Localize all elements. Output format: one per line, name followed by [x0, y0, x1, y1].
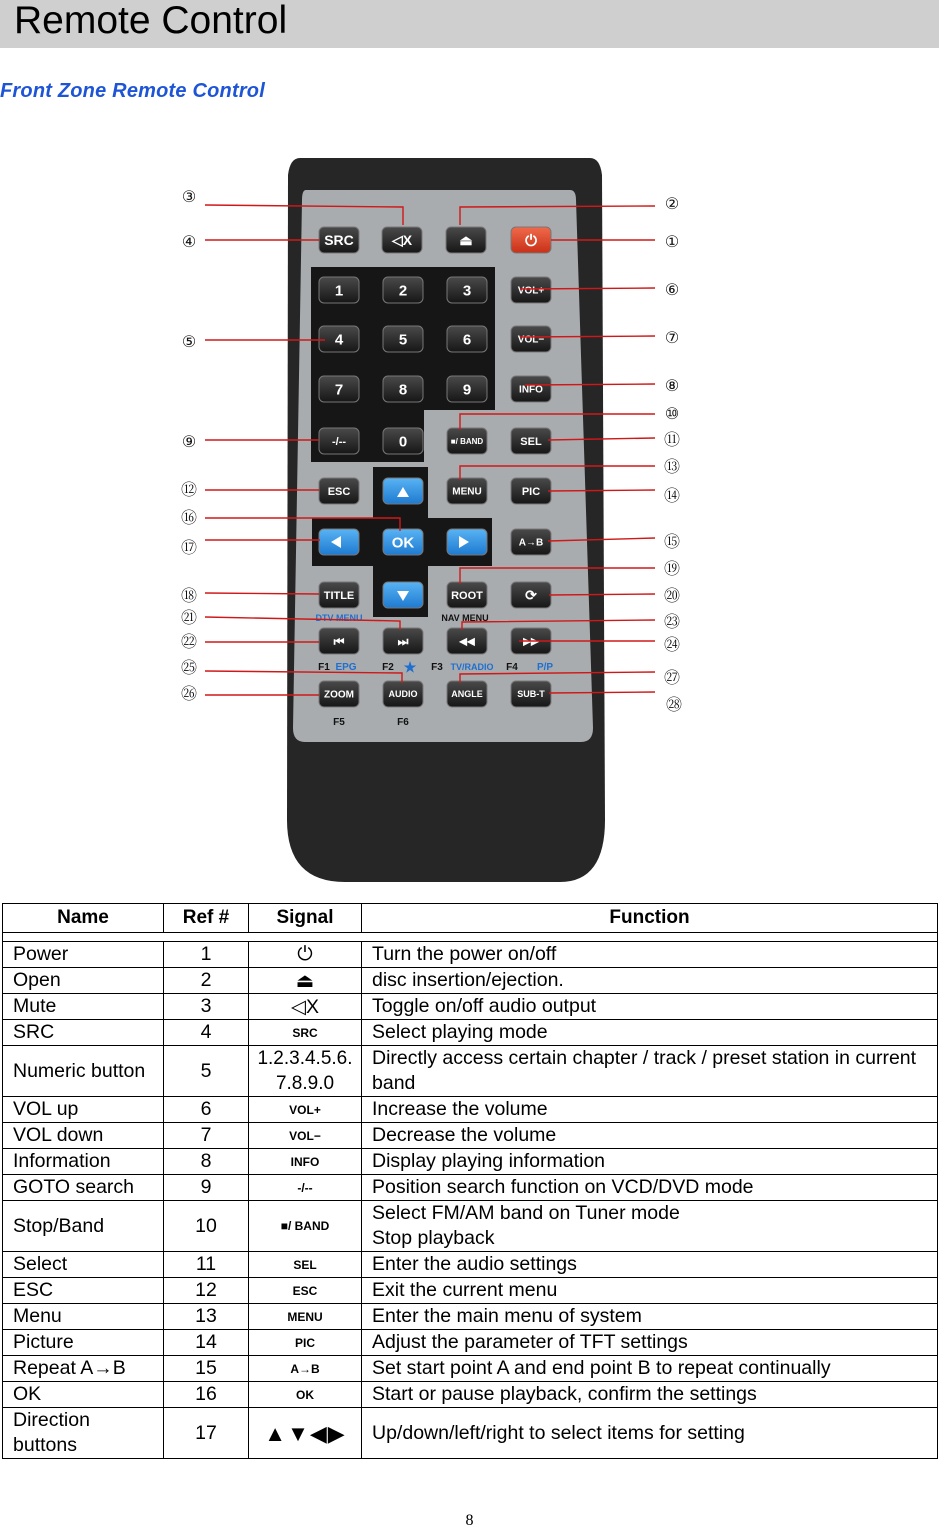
- cell-function: [362, 1123, 938, 1149]
- prev-button[interactable]: [319, 628, 359, 654]
- table-row: [3, 1046, 938, 1097]
- svg-text:ROOT: ROOT: [451, 589, 483, 602]
- svg-text:2: 2: [398, 282, 408, 300]
- vol-down-button[interactable]: [511, 326, 551, 352]
- num-2-button[interactable]: [383, 277, 423, 303]
- table-row: [3, 1097, 938, 1123]
- title-button[interactable]: [319, 582, 359, 608]
- cell-name: Stop/Band: [3, 1201, 164, 1252]
- cell-signal: ▲▼◀▶: [249, 1408, 362, 1459]
- cell-ref: 2: [164, 968, 249, 994]
- function-text: Directly access certain chapter / track / preset station in current band: [372, 1047, 917, 1094]
- svg-text:MENU: MENU: [452, 486, 482, 498]
- num-6-button[interactable]: [447, 326, 487, 352]
- section-title: Front Zone Remote Control: [0, 80, 265, 102]
- cell-name: Open: [3, 968, 164, 994]
- cell-name: VOL down: [3, 1123, 164, 1149]
- cell-function: [362, 1252, 938, 1278]
- svg-text:1: 1: [334, 282, 344, 300]
- svg-text:A→B: A→B: [518, 537, 544, 549]
- cell-name: Mute: [3, 994, 164, 1020]
- function-text: Increase the volume: [372, 1098, 548, 1120]
- svg-text:ESC: ESC: [327, 485, 351, 498]
- cell-name: ESC: [3, 1278, 164, 1304]
- svg-text:ANGLE: ANGLE: [451, 689, 483, 700]
- angle-button[interactable]: [447, 681, 487, 707]
- header-name: Name: [3, 904, 164, 933]
- svg-text:SEL: SEL: [520, 435, 542, 448]
- callout-25: ㉕: [180, 658, 198, 677]
- callout-14: ⑭: [663, 486, 681, 505]
- svg-text:VOL−: VOL−: [517, 334, 545, 346]
- function-text: Start or pause playback, confirm the settings: [372, 1383, 757, 1405]
- cell-ref: 1: [164, 942, 249, 968]
- svg-text:TITLE: TITLE: [323, 589, 355, 602]
- table-spacer-row: [3, 933, 938, 942]
- goto-button[interactable]: [319, 428, 359, 454]
- svg-text:▶▶: ▶▶: [523, 636, 539, 648]
- cell-signal: SEL: [249, 1252, 362, 1278]
- table-row: [3, 1149, 938, 1175]
- svg-text:⏭: ⏭: [397, 634, 409, 649]
- cell-function: [362, 1149, 938, 1175]
- star-icon: ★: [403, 659, 417, 675]
- function-text: Decrease the volume: [372, 1124, 557, 1146]
- cell-function: [362, 1382, 938, 1408]
- callout-22: ㉒: [180, 632, 198, 651]
- svg-text:INFO: INFO: [519, 384, 543, 396]
- header-bar: [0, 0, 939, 48]
- cell-ref: 7: [164, 1123, 249, 1149]
- num-3-button[interactable]: [447, 277, 487, 303]
- cell-signal: PIC: [249, 1330, 362, 1356]
- cell-name: Menu: [3, 1304, 164, 1330]
- cell-ref: 5: [164, 1046, 249, 1097]
- callout-1: ①: [664, 232, 680, 251]
- f1-label: F1: [318, 662, 330, 673]
- cell-function: [362, 968, 938, 994]
- cell-name: GOTO search: [3, 1175, 164, 1201]
- callout-9: ⑨: [181, 432, 197, 451]
- table-row: [3, 942, 938, 968]
- callout-24: ㉔: [663, 635, 681, 654]
- callout-line: [520, 288, 655, 289]
- cell-function: [362, 1175, 938, 1201]
- vol-up-button[interactable]: [511, 277, 551, 303]
- cell-signal: SRC: [249, 1020, 362, 1046]
- function-text: Position search function on VCD/DVD mode: [372, 1176, 754, 1198]
- power-button[interactable]: [511, 227, 551, 253]
- callout-23: ㉓: [663, 612, 681, 631]
- esc-button[interactable]: [319, 478, 359, 504]
- num-5-button[interactable]: [383, 326, 423, 352]
- svg-text:OK: OK: [391, 534, 415, 552]
- svg-text:5: 5: [398, 331, 408, 349]
- callout-17: ⑰: [180, 538, 198, 557]
- svg-text:0: 0: [398, 433, 408, 451]
- callout-16: ⑯: [180, 508, 198, 527]
- function-table: [2, 903, 938, 1459]
- arrow-down-button[interactable]: [383, 582, 423, 608]
- cell-ref: 14: [164, 1330, 249, 1356]
- function-text: Select playing mode: [372, 1021, 548, 1043]
- p-p-label: P/P: [536, 662, 554, 673]
- callout-line: [549, 594, 655, 595]
- cell-ref: 16: [164, 1382, 249, 1408]
- cell-name: Information: [3, 1149, 164, 1175]
- cell-function: [362, 1330, 938, 1356]
- rewind-button[interactable]: [447, 628, 487, 654]
- cell-signal: MENU: [249, 1304, 362, 1330]
- cell-function: [362, 1046, 938, 1097]
- table-row: [3, 1356, 938, 1382]
- page-title: Remote Control: [14, 0, 288, 42]
- cell-ref: 3: [164, 994, 249, 1020]
- header-function: Function: [362, 904, 938, 933]
- src-button[interactable]: [319, 227, 359, 253]
- callout-line: [548, 490, 655, 491]
- menu-button[interactable]: [447, 478, 487, 504]
- callout-19: ⑲: [663, 559, 681, 578]
- num-1-button[interactable]: [319, 277, 359, 303]
- cell-name: Select: [3, 1252, 164, 1278]
- sel-button[interactable]: [511, 428, 551, 454]
- callout-2: ②: [664, 194, 680, 213]
- function-text: Display playing information: [372, 1150, 606, 1172]
- svg-text:■/ BAND: ■/ BAND: [450, 436, 484, 446]
- tv-radio-label: TV/RADIO: [450, 662, 494, 672]
- ab-button[interactable]: [511, 529, 551, 555]
- callout-8: ⑧: [664, 376, 680, 395]
- callout-21: ㉑: [180, 608, 198, 627]
- f4-label: F4: [506, 662, 518, 673]
- callout-line: [205, 593, 319, 594]
- function-text: Up/down/left/right to select items for setting: [372, 1421, 745, 1444]
- arrow-up-button[interactable]: [383, 478, 423, 504]
- cell-ref: 6: [164, 1097, 249, 1123]
- svg-text:AUDIO: AUDIO: [388, 689, 418, 700]
- header-signal: Signal: [249, 904, 362, 933]
- callout-6: ⑥: [664, 280, 680, 299]
- cell-function: [362, 1097, 938, 1123]
- svg-text:4: 4: [334, 331, 344, 349]
- cell-signal: -/--: [249, 1175, 362, 1201]
- function-text: Enter the main menu of system: [372, 1305, 642, 1327]
- dtv-menu-label: DTV MENU: [315, 613, 363, 623]
- cell-signal: ■/ BAND: [249, 1201, 362, 1252]
- cell-function: [362, 994, 938, 1020]
- cell-function: [362, 942, 938, 968]
- cell-function: [362, 1304, 938, 1330]
- callout-12: ⑫: [180, 480, 198, 499]
- cell-signal: A→B: [249, 1356, 362, 1382]
- callout-4: ④: [181, 232, 197, 251]
- callout-line: [525, 384, 655, 385]
- table-row: [3, 1408, 938, 1459]
- remote-illustration: [0, 100, 939, 890]
- cell-name: Numeric button: [3, 1046, 164, 1097]
- callout-5: ⑤: [181, 332, 197, 351]
- num-8-button[interactable]: [383, 376, 423, 402]
- cell-ref: 4: [164, 1020, 249, 1046]
- header-ref: Ref #: [164, 904, 249, 933]
- eject-button[interactable]: [446, 227, 486, 253]
- cell-name: Picture: [3, 1330, 164, 1356]
- f2-label: F2: [382, 662, 394, 673]
- cell-name: VOL up: [3, 1097, 164, 1123]
- cell-signal: ⏻: [249, 942, 362, 968]
- callout-27: ㉗: [663, 668, 681, 687]
- cell-signal: OK: [249, 1382, 362, 1408]
- info-button[interactable]: [511, 376, 551, 402]
- next-button[interactable]: [383, 628, 423, 654]
- function-text: Turn the power on/off: [372, 943, 557, 965]
- cell-ref: 8: [164, 1149, 249, 1175]
- svg-text:⏏: ⏏: [459, 232, 473, 249]
- cell-function: [362, 1278, 938, 1304]
- pic-button[interactable]: [511, 478, 551, 504]
- callout-7: ⑦: [664, 328, 680, 347]
- svg-text:◀◀: ◀◀: [459, 636, 475, 648]
- num-7-button[interactable]: [319, 376, 359, 402]
- function-text: Adjust the parameter of TFT settings: [372, 1331, 688, 1353]
- svg-text:SUB-T: SUB-T: [517, 689, 545, 700]
- table-row: [3, 1201, 938, 1252]
- svg-text:9: 9: [462, 381, 472, 399]
- cell-function: [362, 1020, 938, 1046]
- table-row: [3, 994, 938, 1020]
- svg-text:-/--: -/--: [331, 435, 347, 448]
- cell-signal: INFO: [249, 1149, 362, 1175]
- svg-text:⏻: ⏻: [525, 232, 537, 250]
- svg-text:7: 7: [334, 381, 344, 399]
- callout-10: ⑩: [664, 404, 680, 423]
- svg-text:VOL+: VOL+: [517, 285, 545, 297]
- svg-text:⟳: ⟳: [525, 587, 537, 604]
- repeat-button[interactable]: [511, 582, 551, 608]
- callout-26: ㉖: [180, 684, 198, 703]
- table-row: [3, 1123, 938, 1149]
- function-text-2: Stop playback: [372, 1227, 495, 1249]
- arrow-right-button[interactable]: [447, 529, 487, 555]
- function-text: Select FM/AM band on Tuner mode: [372, 1202, 680, 1224]
- table-row: [3, 968, 938, 994]
- cell-name: Repeat A→B: [3, 1356, 164, 1382]
- function-text: Exit the current menu: [372, 1279, 558, 1301]
- cell-name: SRC: [3, 1020, 164, 1046]
- callout-3: ③: [181, 187, 197, 206]
- num-4-button[interactable]: [319, 326, 359, 352]
- mute-button[interactable]: [382, 227, 422, 253]
- nav-menu-label: NAV MENU: [441, 613, 489, 623]
- table-row: [3, 1175, 938, 1201]
- callout-13: ⑬: [663, 457, 681, 476]
- callout-line: [520, 336, 655, 337]
- svg-text:PIC: PIC: [521, 485, 541, 498]
- audio-button[interactable]: [383, 681, 423, 707]
- cell-ref: 10: [164, 1201, 249, 1252]
- cell-ref: 12: [164, 1278, 249, 1304]
- cell-ref: 17: [164, 1408, 249, 1459]
- cell-name: OK: [3, 1382, 164, 1408]
- cell-function: [362, 1356, 938, 1382]
- callout-line: [549, 692, 655, 693]
- table-row: [3, 1252, 938, 1278]
- f3-label: F3: [431, 662, 443, 673]
- cell-name: Direction buttons: [3, 1408, 164, 1459]
- svg-text:⏮: ⏮: [333, 634, 345, 649]
- arrow-left-button[interactable]: [319, 529, 359, 555]
- cell-name: Power: [3, 942, 164, 968]
- root-button[interactable]: [447, 582, 487, 608]
- num-9-button[interactable]: [447, 376, 487, 402]
- num-0-button[interactable]: [383, 428, 423, 454]
- svg-text:3: 3: [462, 282, 472, 300]
- function-text: Enter the audio settings: [372, 1253, 577, 1275]
- cell-ref: 11: [164, 1252, 249, 1278]
- cell-signal: ◁X: [249, 994, 362, 1020]
- callout-11: ⑪: [663, 430, 681, 449]
- page-number: 8: [465, 1512, 474, 1529]
- function-text: disc insertion/ejection.: [372, 969, 564, 991]
- ok-button[interactable]: [383, 529, 423, 555]
- cell-signal: 1.2.3.4.5.6.7.8.9.0: [249, 1046, 362, 1097]
- cell-function: [362, 1408, 938, 1459]
- zoom-button[interactable]: [319, 681, 359, 707]
- cell-signal: VOL+: [249, 1097, 362, 1123]
- table-row: [3, 1304, 938, 1330]
- f6-label: F6: [397, 717, 409, 728]
- callout-18: ⑱: [180, 586, 198, 605]
- table-row: [3, 1330, 938, 1356]
- cell-function: [362, 1201, 938, 1252]
- svg-text:6: 6: [462, 331, 472, 349]
- callout-15: ⑮: [663, 532, 681, 551]
- callout-28: ㉘: [665, 695, 683, 714]
- subt-button[interactable]: [511, 681, 551, 707]
- cell-ref: 9: [164, 1175, 249, 1201]
- cell-signal: ⏏: [249, 968, 362, 994]
- function-text: Toggle on/off audio output: [372, 995, 597, 1017]
- svg-text:ZOOM: ZOOM: [324, 689, 354, 701]
- band-button[interactable]: [447, 428, 487, 454]
- svg-text:8: 8: [398, 381, 408, 399]
- table-row: [3, 1382, 938, 1408]
- table-row: [3, 1278, 938, 1304]
- svg-text:SRC: SRC: [324, 232, 354, 249]
- function-text: Set start point A and end point B to repeat continually: [372, 1357, 831, 1379]
- epg-label: EPG: [335, 662, 357, 673]
- cell-signal: ESC: [249, 1278, 362, 1304]
- svg-text:◁X: ◁X: [391, 232, 413, 249]
- callout-20: ⑳: [663, 586, 681, 605]
- cell-ref: 13: [164, 1304, 249, 1330]
- f5-label: F5: [333, 717, 345, 728]
- cell-ref: 15: [164, 1356, 249, 1382]
- cell-signal: VOL−: [249, 1123, 362, 1149]
- table-row: [3, 1020, 938, 1046]
